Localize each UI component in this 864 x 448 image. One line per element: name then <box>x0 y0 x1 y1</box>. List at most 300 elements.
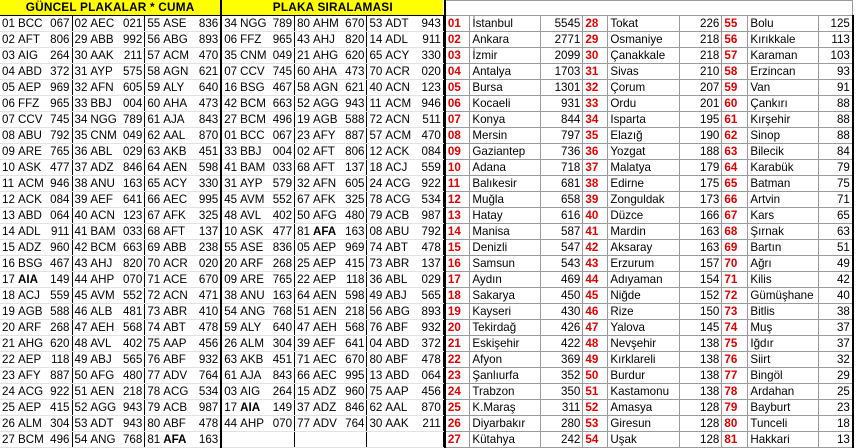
plate-number: 39 <box>295 336 312 352</box>
city-count: 422 <box>541 336 583 352</box>
city-rank: 25 <box>445 400 470 416</box>
city-name: Bolu <box>748 16 819 32</box>
plate-code: ALY <box>162 80 191 96</box>
plate-code: AFN <box>89 80 118 96</box>
plate-number: 45 <box>221 192 239 208</box>
city-count: 469 <box>541 272 583 288</box>
ranking-row <box>445 128 853 144</box>
plate-row <box>0 32 443 48</box>
city-count: 23 <box>819 400 853 416</box>
plate-code: ANU <box>239 288 268 304</box>
city-name: Hakkari <box>748 432 819 448</box>
plate-code: AHM <box>312 16 341 32</box>
plate-count: 621 <box>191 64 221 80</box>
city-rank: 17 <box>445 272 470 288</box>
city-name: Karaman <box>748 48 819 64</box>
plate-count: 372 <box>413 336 443 352</box>
plate-code: BAM <box>89 224 118 240</box>
plate-number: 24 <box>367 176 384 192</box>
plate-number: 58 <box>145 64 162 80</box>
plate-number: 35 <box>221 48 239 64</box>
plate-code: AIG <box>17 48 46 64</box>
plate-number: 36 <box>367 272 384 288</box>
city-count: 190 <box>680 128 722 144</box>
plate-count: 478 <box>413 352 443 368</box>
plate-code: BAM <box>239 160 268 176</box>
plate-count: 049 <box>119 128 145 144</box>
plate-code: BCC <box>239 128 268 144</box>
plate-code: NGG <box>90 113 117 126</box>
city-name: Burdur <box>608 368 680 384</box>
plate-number: 10 <box>221 224 239 240</box>
plate-code: AHP <box>239 416 268 432</box>
plate-count: 887 <box>341 128 367 144</box>
city-rank: 22 <box>445 352 470 368</box>
ranking-row <box>445 224 853 240</box>
plate-number: 12 <box>0 192 17 208</box>
plate-number: 01 <box>0 16 17 32</box>
plate-count: 552 <box>269 192 295 208</box>
city-count: 51 <box>819 240 853 256</box>
plate-code: AEP <box>17 400 46 416</box>
plate-code: AHG <box>17 336 46 352</box>
plate-count: 843 <box>191 112 221 128</box>
plate-ranking-header: PLAKA SIRALAMASI <box>221 0 443 16</box>
plate-code: AEF <box>312 336 341 352</box>
plate-code: ACY <box>384 48 413 64</box>
city-rank: 41 <box>583 224 608 240</box>
plate-code: ACJ <box>17 288 46 304</box>
city-name: Kırklareli <box>608 352 680 368</box>
ranking-row <box>445 256 853 272</box>
plate-count: 605 <box>119 80 145 96</box>
plate-number: 72 <box>367 112 384 128</box>
plate-code: AVL <box>239 208 268 224</box>
city-count: 29 <box>819 368 853 384</box>
plate-number: 08 <box>367 224 384 240</box>
plate-code: ARE <box>17 144 46 160</box>
plate-count: 004 <box>269 144 295 160</box>
plate-number: 59 <box>145 80 162 96</box>
city-name: Tekirdağ <box>470 320 541 336</box>
plate-row <box>0 192 443 208</box>
city-name: Manisa <box>470 224 541 240</box>
plate-count: 846 <box>119 160 145 176</box>
plate-count: 995 <box>191 192 221 208</box>
plate-code: AAL <box>162 128 191 144</box>
plate-count: 792 <box>413 224 443 240</box>
plate-count: 943 <box>413 16 443 32</box>
plate-number: 55 <box>145 16 162 32</box>
plate-number: 62 <box>145 128 162 144</box>
plate-number: 25 <box>295 256 312 272</box>
plate-number: 80 <box>367 352 384 368</box>
plate-code: ABD <box>17 64 46 80</box>
city-name: Yozgat <box>608 144 680 160</box>
city-count: 736 <box>541 144 583 160</box>
city-count: 2099 <box>541 48 583 64</box>
plate-count: 640 <box>191 80 221 96</box>
plate-number: 02 <box>0 32 17 48</box>
plate-code: ACN <box>384 112 413 128</box>
plate-code: ADZ <box>17 240 46 256</box>
plate-code: ACR <box>162 256 191 272</box>
plate-count: 049 <box>269 48 295 64</box>
plate-code: ACY <box>162 176 191 192</box>
city-count: 426 <box>541 320 583 336</box>
plate-code: ACB <box>384 208 413 224</box>
plate-count: 568 <box>119 320 145 336</box>
plate-row <box>0 112 443 128</box>
plate-code: AAL <box>384 400 413 416</box>
plate-code: BBJ <box>239 144 268 160</box>
city-name: Elazığ <box>608 128 680 144</box>
city-count: 201 <box>680 96 722 112</box>
plate-number: 69 <box>145 240 162 256</box>
plate-count: 765 <box>46 144 72 160</box>
city-rank: 19 <box>445 304 470 320</box>
plate-number: 76 <box>145 352 162 368</box>
city-count: 797 <box>541 128 583 144</box>
plate-row <box>0 208 443 224</box>
plate-count: 021 <box>119 16 145 32</box>
city-name: Ordu <box>608 96 680 112</box>
plate-number: 75 <box>367 384 384 400</box>
plate-count: 511 <box>413 112 443 128</box>
plate-code: AGG <box>312 96 341 112</box>
plate-count: 534 <box>191 384 221 400</box>
plate-row <box>0 64 443 80</box>
plate-code: ARE <box>239 272 268 288</box>
plate-count: 084 <box>46 192 72 208</box>
plate-count: 568 <box>341 320 367 336</box>
plate-number: 35 <box>72 128 89 144</box>
plate-number: 09 <box>221 272 239 288</box>
plate-count: 789 <box>269 16 295 32</box>
city-count: 63 <box>819 224 853 240</box>
plate-code: AFT <box>17 32 46 48</box>
city-rank: 68 <box>722 224 748 240</box>
plate-code: AGB <box>17 304 46 320</box>
city-name: Nevşehir <box>608 336 680 352</box>
plate-number: 47 <box>295 320 312 336</box>
plate-count: 745 <box>46 112 72 128</box>
city-count: 125 <box>819 16 853 32</box>
plate-count: 218 <box>341 304 367 320</box>
ranking-row <box>445 240 853 256</box>
plate-row <box>0 400 443 416</box>
plate-number: 80 <box>295 16 312 32</box>
plate-count: 470 <box>191 48 221 64</box>
plate-number: 80 <box>145 416 162 432</box>
plate-code: AIG <box>239 384 268 400</box>
plate-number: 19 <box>295 112 312 128</box>
plate-count: 163 <box>341 224 367 240</box>
city-name: Şanlıurfa <box>470 368 541 384</box>
plate-code: CNM <box>239 48 268 64</box>
plate-code: AIA <box>17 272 46 288</box>
city-rank: 64 <box>722 160 748 176</box>
plate-code: ABL <box>89 144 118 160</box>
ranking-row <box>445 16 853 32</box>
plate-code: AEN <box>89 384 118 400</box>
city-name: Afyon <box>470 352 541 368</box>
plate-count: 330 <box>413 48 443 64</box>
city-name: Çorum <box>608 80 680 96</box>
plate-code: ABU <box>384 224 413 240</box>
city-count: 49 <box>819 256 853 272</box>
plate-count: 552 <box>119 288 145 304</box>
plate-code: ACN <box>384 80 413 96</box>
plate-code: ADV <box>312 416 341 432</box>
plate-count: 473 <box>341 64 367 80</box>
city-count: 280 <box>541 416 583 432</box>
city-rank: 07 <box>445 112 470 128</box>
city-name: İzmir <box>470 48 541 64</box>
plate-number: 24 <box>0 384 17 400</box>
city-rank: 49 <box>583 352 608 368</box>
plate-code: AAK <box>89 48 118 64</box>
plate-count: 870 <box>413 400 443 416</box>
city-name: Bingöl <box>748 368 819 384</box>
plate-row <box>0 288 443 304</box>
plate-count: 478 <box>191 416 221 432</box>
plate-count: 598 <box>341 288 367 304</box>
city-rank: 75 <box>722 336 748 352</box>
plate-code: AEP <box>17 352 46 368</box>
city-name: Sivas <box>608 64 680 80</box>
plate-count: 946 <box>46 176 72 192</box>
plate-number: 31 <box>221 176 239 192</box>
plate-code: ABB <box>89 32 118 48</box>
city-count: 173 <box>680 192 722 208</box>
city-name: Trabzon <box>470 384 541 400</box>
plate-count: 477 <box>269 224 295 240</box>
plate-number: 12 <box>367 144 384 160</box>
plate-count: 264 <box>269 384 295 400</box>
plate-count: 987 <box>191 400 221 416</box>
plate-code: AEN <box>312 288 341 304</box>
plate-number: 72 <box>145 288 162 304</box>
city-rank: 12 <box>445 192 470 208</box>
city-name: Muş <box>748 320 819 336</box>
city-name: Bartın <box>748 240 819 256</box>
city-count: 79 <box>819 160 853 176</box>
city-rank: 27 <box>445 432 470 448</box>
plate-number: 68 <box>295 160 312 176</box>
plate-count <box>341 432 367 448</box>
city-name: Malatya <box>608 160 680 176</box>
city-count: 166 <box>680 208 722 224</box>
plate-number: 27 <box>221 112 239 128</box>
plate-count: 471 <box>191 288 221 304</box>
city-count: 5545 <box>541 16 583 32</box>
city-name: Osmaniye <box>608 32 680 48</box>
plate-code: AGG <box>89 400 118 416</box>
plate-code: ACG <box>162 384 191 400</box>
plate-count: 325 <box>341 192 367 208</box>
city-count: 138 <box>680 368 722 384</box>
city-rank: 76 <box>722 352 748 368</box>
plate-row <box>0 352 443 368</box>
plate-number: 54 <box>72 432 89 448</box>
plate-count: 029 <box>119 144 145 160</box>
plate-number: 63 <box>221 352 239 368</box>
plate-number: 40 <box>72 208 89 224</box>
city-name: Şırnak <box>748 224 819 240</box>
plate-code: ABG <box>384 304 413 320</box>
plate-count: 559 <box>46 288 72 304</box>
plate-count <box>269 432 295 448</box>
plate-code: AEC <box>89 16 118 32</box>
city-count: 311 <box>541 400 583 416</box>
plate-code: AGB <box>312 112 341 128</box>
plate-count: 123 <box>413 80 443 96</box>
plate-code: ABL <box>384 272 413 288</box>
plate-count: 745 <box>269 64 295 80</box>
city-name: Mersin <box>470 128 541 144</box>
plate-count: 960 <box>341 384 367 400</box>
plate-count: 870 <box>191 128 221 144</box>
city-rank: 53 <box>583 416 608 432</box>
plate-number: 70 <box>145 256 162 272</box>
city-name: Rize <box>608 304 680 320</box>
city-rank: 63 <box>722 144 748 160</box>
city-count: 242 <box>541 432 583 448</box>
city-count: 37 <box>819 336 853 352</box>
ranking-row <box>445 336 853 352</box>
ranking-row <box>445 272 853 288</box>
city-rank: 14 <box>445 224 470 240</box>
plate-count: 588 <box>46 304 72 320</box>
plate-count: 987 <box>413 208 443 224</box>
plate-count: 565 <box>119 352 145 368</box>
plate-code: AHG <box>312 48 341 64</box>
plate-code: ASE <box>162 16 191 32</box>
city-count: 138 <box>680 336 722 352</box>
city-count: 543 <box>541 256 583 272</box>
plate-number: 65 <box>145 176 162 192</box>
plate-number: 47 <box>72 320 89 336</box>
ranking-row <box>445 320 853 336</box>
plate-code: ABD <box>17 208 46 224</box>
city-name: Adıyaman <box>608 272 680 288</box>
plate-count: 064 <box>46 208 72 224</box>
plate-code: AFN <box>312 176 341 192</box>
plate-count: 064 <box>413 368 443 384</box>
plate-number <box>221 432 239 448</box>
city-rank: 61 <box>722 112 748 128</box>
city-name: Sinop <box>748 128 819 144</box>
plate-code: ADV <box>162 368 191 384</box>
city-rank: 30 <box>583 48 608 64</box>
plate-count: 268 <box>269 256 295 272</box>
plate-count: 264 <box>46 48 72 64</box>
plate-number: 74 <box>367 240 384 256</box>
plate-number: 39 <box>72 192 89 208</box>
plate-code: ALM <box>17 416 46 432</box>
plate-code: AFA <box>162 432 191 448</box>
plate-number: 15 <box>0 240 17 256</box>
city-name: Van <box>748 80 819 96</box>
city-count: 430 <box>541 304 583 320</box>
plate-count: 480 <box>119 368 145 384</box>
plate-code: ABF <box>162 352 191 368</box>
plate-code: AGN <box>312 80 341 96</box>
plate-number: 68 <box>145 224 162 240</box>
plate-number: 10 <box>0 160 17 176</box>
city-rank: 16 <box>445 256 470 272</box>
plate-count: 764 <box>191 368 221 384</box>
plate-code: ACM <box>162 48 191 64</box>
plate-number: 78 <box>145 384 162 400</box>
plate-number: 79 <box>367 208 384 224</box>
plate-number: 51 <box>72 384 89 400</box>
plate-count: 836 <box>191 16 221 32</box>
plate-code: AEP <box>312 240 341 256</box>
plate-row <box>0 176 443 192</box>
plate-number: 45 <box>72 288 89 304</box>
plate-count: 992 <box>119 32 145 48</box>
city-name: Tunceli <box>748 416 819 432</box>
plate-number: 49 <box>72 352 89 368</box>
city-name: Antalya <box>470 64 541 80</box>
city-count: 152 <box>680 288 722 304</box>
plate-number: 30 <box>72 48 89 64</box>
plate-number: 56 <box>145 32 162 48</box>
plate-count: 969 <box>46 80 72 96</box>
city-count: 88 <box>819 128 853 144</box>
city-rank: 21 <box>445 336 470 352</box>
city-count: 547 <box>541 240 583 256</box>
plate-code: FFZ <box>17 96 46 112</box>
ranking-row <box>445 368 853 384</box>
city-rank: 09 <box>445 144 470 160</box>
city-rank: 72 <box>722 288 748 304</box>
plate-code: AIA <box>239 400 268 416</box>
ranking-row <box>445 112 853 128</box>
city-rank: 05 <box>445 80 470 96</box>
plate-number: 13 <box>367 368 384 384</box>
city-name: Isparta <box>608 112 680 128</box>
plate-code: AYP <box>239 176 268 192</box>
plate-count: 451 <box>191 144 221 160</box>
ranking-row <box>445 144 853 160</box>
city-count: 658 <box>541 192 583 208</box>
city-rank: 04 <box>445 64 470 80</box>
plate-number: 63 <box>145 144 162 160</box>
plate-code: BCM <box>17 432 46 448</box>
plate-code: ACB <box>162 400 191 416</box>
plate-count: 004 <box>119 96 145 112</box>
plate-count: 467 <box>46 256 72 272</box>
city-count: 88 <box>819 96 853 112</box>
plate-row <box>0 304 443 320</box>
ranking-row <box>445 208 853 224</box>
plate-code: AKB <box>162 144 191 160</box>
city-rank: 33 <box>583 96 608 112</box>
plate-code: AHP <box>89 272 118 288</box>
plate-code: AEP <box>17 80 46 96</box>
plate-code: BSG <box>17 256 46 272</box>
plate-code: AAP <box>384 384 413 400</box>
plate-number: 66 <box>295 368 312 384</box>
plate-number: 38 <box>72 176 89 192</box>
plate-count: 163 <box>191 432 221 448</box>
city-rank: 54 <box>583 432 608 448</box>
plate-code: ABF <box>384 352 413 368</box>
city-count: 616 <box>541 208 583 224</box>
